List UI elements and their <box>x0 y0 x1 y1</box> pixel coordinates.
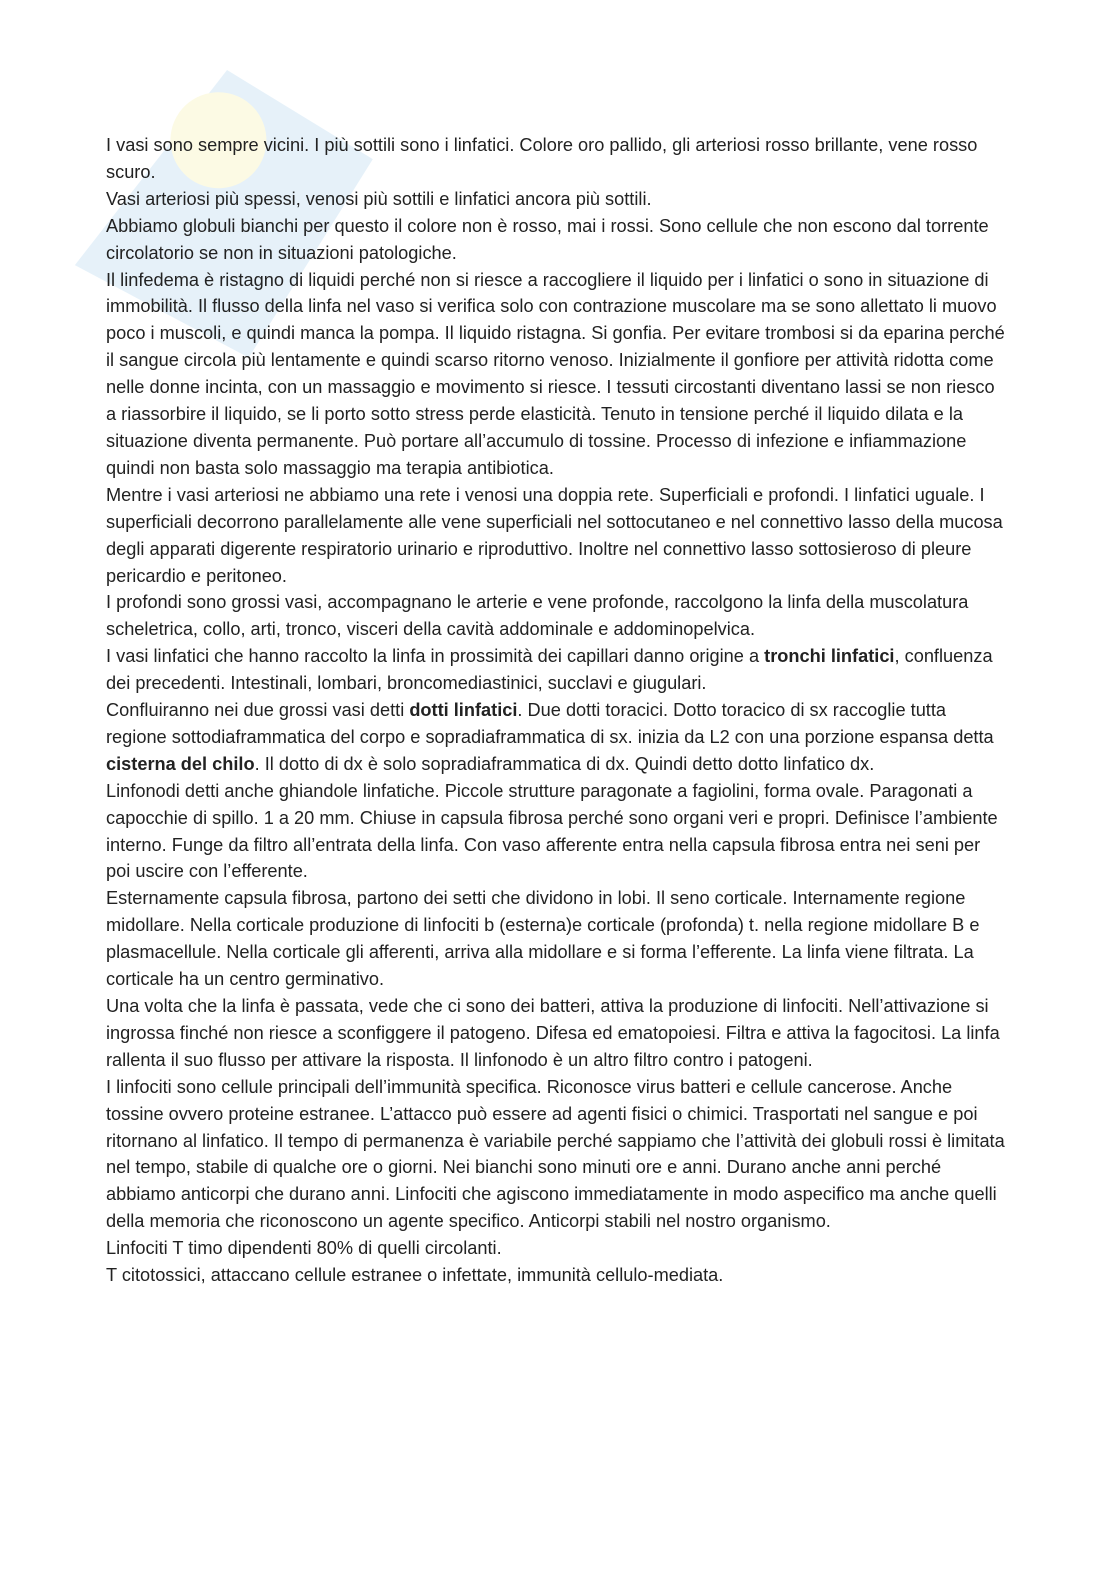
paragraph <box>106 778 1006 886</box>
text-run: Una volta che la linfa è passata, vede che ci sono dei batteri, attiva la produzione di linfociti. Nell’attivazione si ingrossa finché non riesce a sconfiggere il patogeno. Difesa ed ematopoiesi. Filtra e attiva la fagocitosi. La linfa rallenta il suo flusso per attivare la risposta. Il linfonodo è un altro filtro contro i patogeni. <box>106 996 1000 1070</box>
bold-term: dotti linfatici <box>409 700 518 721</box>
text-run: I profondi sono grossi vasi, accompagnano le arterie e vene profonde, raccolgono la linfa della muscolatura scheletrica, collo, arti, tronco, visceri della cavità addominale e addominopelvica. <box>106 592 969 640</box>
text-run: T citotossici, attaccano cellule estranee o infettate, immunità cellulo-mediata. <box>106 1265 724 1286</box>
text-run: I vasi sono sempre vicini. I più sottili sono i linfatici. Colore oro pallido, gli arteriosi rosso brillante, vene rosso scuro. <box>106 135 978 182</box>
paragraph <box>106 643 1006 697</box>
text-run: , confluenza dei precedenti. Intestinali, lombari, broncomediastinici, succlavi e giugulari. <box>106 646 993 694</box>
text-run: . Il dotto di dx è solo sopradiaframmatica di dx. Quindi detto dotto linfatico dx. <box>254 753 875 774</box>
paragraph <box>106 993 1006 1074</box>
text-run: Esternamente capsula fibrosa, partono dei setti che dividono in lobi. Il seno corticale. Internamente regione midollare. Nella corticale produzione di linfociti b (esterna)e corticale (profonda) t. nella regione midollare B e plasmacellule. Nella corticale gli afferenti, arriva alla midollare e si forma l’efferente. La linfa viene filtrata. La corticale ha un centro germinativo. <box>106 888 980 990</box>
text-run: Confluiranno nei due grossi vasi detti <box>106 700 410 721</box>
paragraph <box>106 132 1006 186</box>
paragraph <box>106 697 1006 778</box>
text-run: Vasi arteriosi più spessi, venosi più sottili e linfatici ancora più sottili. <box>106 188 652 209</box>
paragraph <box>106 213 1006 267</box>
paragraph <box>106 1074 1006 1235</box>
text-run: I vasi linfatici che hanno raccolto la linfa in prossimità dei capillari danno origine a <box>106 646 765 667</box>
paragraph <box>106 267 1006 482</box>
text-run: I linfociti sono cellule principali dell’immunità specifica. Riconosce virus batteri e cellule cancerose. Anche tossine ovvero proteine estranee. L’attacco può essere ad agenti fisici o chimici. Trasportati nel sangue e poi ritornano al linfatico. Il tempo di permanenza è variabile perché sappiamo che l’attività dei globuli rossi è limitata nel tempo, stabile di qualche ore o giorni. Nei bianchi sono minuti ore e anni. Durano anche anni perché abbiamo anticorpi che durano anni. Linfociti che agiscono immediatamente in modo aspecifico ma anche quelli della memoria che riconoscono un agente specifico. Anticorpi stabili nel nostro organismo. <box>106 1076 1005 1232</box>
paragraph <box>106 186 1006 213</box>
text-run: . Due dotti toracici. Dotto toracico di sx raccoglie tutta regione sottodiaframmatica del corpo e sopradiaframmatica di sx. inizia da L2 con una porzione espansa detta <box>106 700 994 747</box>
paragraph <box>106 885 1006 993</box>
text-run: Mentre i vasi arteriosi ne abbiamo una rete i venosi una doppia rete. Superficiali e profondi. I linfatici uguale. I superficiali decorrono parallelamente alle vene superficiali nel sottocutaneo e nel connettivo lasso della mucosa degli apparati digerente respiratorio urinario e riproduttivo. Inoltre nel connettivo lasso sottosieroso di pleure pericardio e peritoneo. <box>106 484 1003 586</box>
paragraph <box>106 482 1006 590</box>
paragraph <box>106 1262 1006 1289</box>
paragraph <box>106 589 1006 643</box>
text-run: Il linfedema è ristagno di liquidi perché non si riesce a raccogliere il liquido per i linfatici o sono in situazione di immobilità. Il flusso della linfa nel vaso si verifica solo con contrazione muscolare ma se sono allettato li muovo poco i muscoli, e quindi manca la pompa. Il liquido ristagna. Si gonfia. Per evitare trombosi si da eparina perché il sangue circola più lentamente e quindi scarso ritorno venoso. Inizialmente il gonfiore per attività ridotta come nelle donne incinta, con un massaggio e movimento si riesce. I tessuti circostanti diventano lassi se non riesco a riassorbire il liquido, se li porto sotto stress perde elasticità. Tenuto in tensione perché il liquido dilata e la situazione diventa permanente. Può portare all’accumulo di tossine. Processo di infezione e infiammazione quindi non basta solo massaggio ma terapia antibiotica. <box>106 269 1005 478</box>
document-body <box>106 132 1006 1289</box>
text-run: Linfociti T timo dipendenti 80% di quelli circolanti. <box>106 1238 502 1259</box>
bold-term: tronchi linfatici <box>764 646 895 667</box>
paragraph <box>106 1235 1006 1262</box>
text-run: Linfonodi detti anche ghiandole linfatiche. Piccole strutture paragonate a fagiolini, forma ovale. Paragonati a capocchie di spillo. 1 a 20 mm. Chiuse in capsula fibrosa perché sono organi veri e propri. Definisce l’ambiente interno. Funge da filtro all’entrata della linfa. Con vaso afferente entra nella capsula fibrosa entra nei seni per poi uscire con l’efferente. <box>106 780 998 882</box>
bold-term: cisterna del chilo <box>106 753 255 774</box>
text-run: Abbiamo globuli bianchi per questo il colore non è rosso, mai i rossi. Sono cellule che non escono dal torrente circolatorio se non in situazioni patologiche. <box>106 215 989 263</box>
